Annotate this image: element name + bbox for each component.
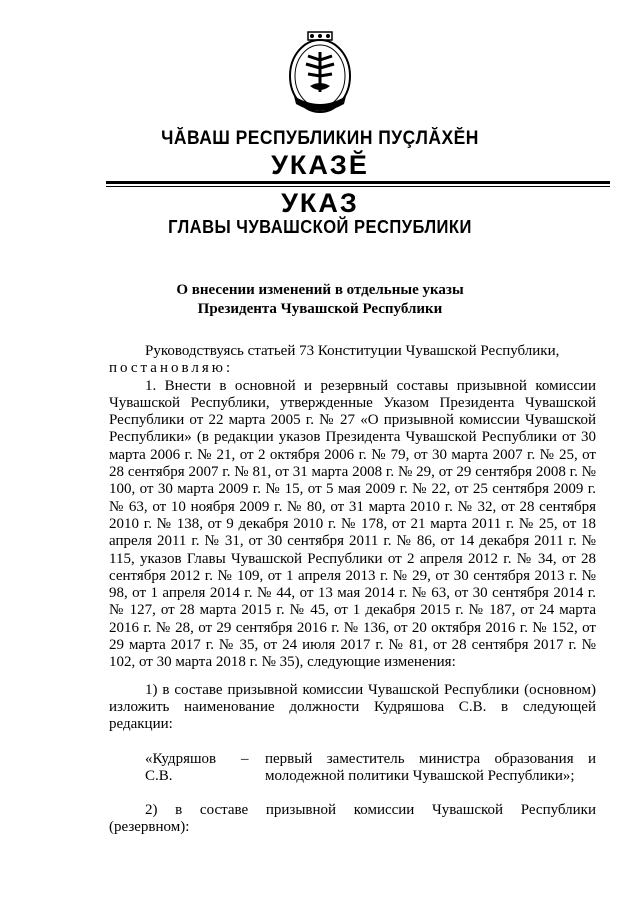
- quote-description: первый заместитель министра образования и молодежной политики Чувашской Республики»;: [265, 750, 596, 784]
- sub2-paragraph: 2) в составе призывной комиссии Чувашской Республики (резервном):: [109, 802, 596, 836]
- sub1-paragraph: 1) в составе призывной комиссии Чувашской Республики (основном) изложить наименование должности Кудряшова С.В. в следующей редакции:: [109, 681, 596, 733]
- subject-line1: О внесении изменений в отдельные указы: [176, 282, 464, 298]
- header-rule-thick: [106, 181, 610, 184]
- quote-row: [109, 751, 596, 786]
- decree-body: [109, 343, 596, 837]
- item1-paragraph: 1. Внести в основной и резервный составы призывной комиссии Чувашской Республики, утвержденные Указом Президента Чувашской Республики от 22 марта 2005 г. № 27 «О призывной комиссии Чувашской Республики» (в редакции указов Президента Чувашской Республики от 30 марта 2006 г. № 21, от 2 октября 2006 г. № 79, от 30 марта 2007 г. № 25, от 28 сентября 2007 г. № 81, от 31 марта 2008 г. № 29, от 29 сентября 2008 г. № 100, от 30 марта 2009 г. № 15, от 5 мая 2009 г. № 22, от 25 сентября 2009 г. № 63, от 10 ноября 2009 г. № 80, от 31 марта 2010 г. № 32, от 28 сентября 2010 г. № 138, от 9 декабря 2010 г. № 178, от 21 марта 2011 г. № 25, от 18 апреля 2011 г. № 31, от 30 сентября 2011 г. № 86, от 14 декабря 2011 г. № 115, указов Главы Чувашской Республики от 2 апреля 2012 г. № 34, от 28 сентября 2012 г. № 109, от 1 апреля 2013 г. № 29, от 30 сентября 2013 г. № 98, от 1 апреля 2014 г. № 44, от 13 мая 2014 г. № 63, от 30 сентября 2014 г. № 127, от 28 марта 2015 г. № 45, от 1 декабря 2015 г. № 187, от 24 марта 2016 г. № 28, от 29 сентября 2016 г. № 136, от 20 октября 2016 г. № 152, от 29 марта 2017 г. № 35, от 24 июля 2017 г. № 81, от 28 сентября 2017 г. № 102, от 30 марта 2018 г. № 35), следующие изменения:: [109, 377, 596, 671]
- russian-title-line2: ГЛАВЫ ЧУВАШСКОЙ РЕСПУБЛИКИ: [168, 217, 472, 237]
- chuvash-title-line1: ЧĂВАШ РЕСПУБЛИКИН ПУÇЛĂХĔН: [161, 128, 479, 149]
- decree-word: постановляю:: [109, 360, 234, 377]
- coat-of-arms-emblem: [288, 30, 352, 116]
- russian-title-line1: УКАЗ: [281, 188, 359, 218]
- header-rule-thin: [106, 186, 610, 187]
- intro-paragraph: Руководствуясь статьей 73 Конституции Чувашской Республики,: [145, 343, 560, 359]
- decree-subject: [0, 281, 640, 319]
- quote-dash: –: [241, 750, 249, 767]
- chuvash-title-line2: УКАЗĔ: [271, 150, 369, 180]
- quote-name: «Кудряшов С.В.: [145, 750, 217, 784]
- subject-line2: Президента Чувашской Республики: [197, 301, 443, 317]
